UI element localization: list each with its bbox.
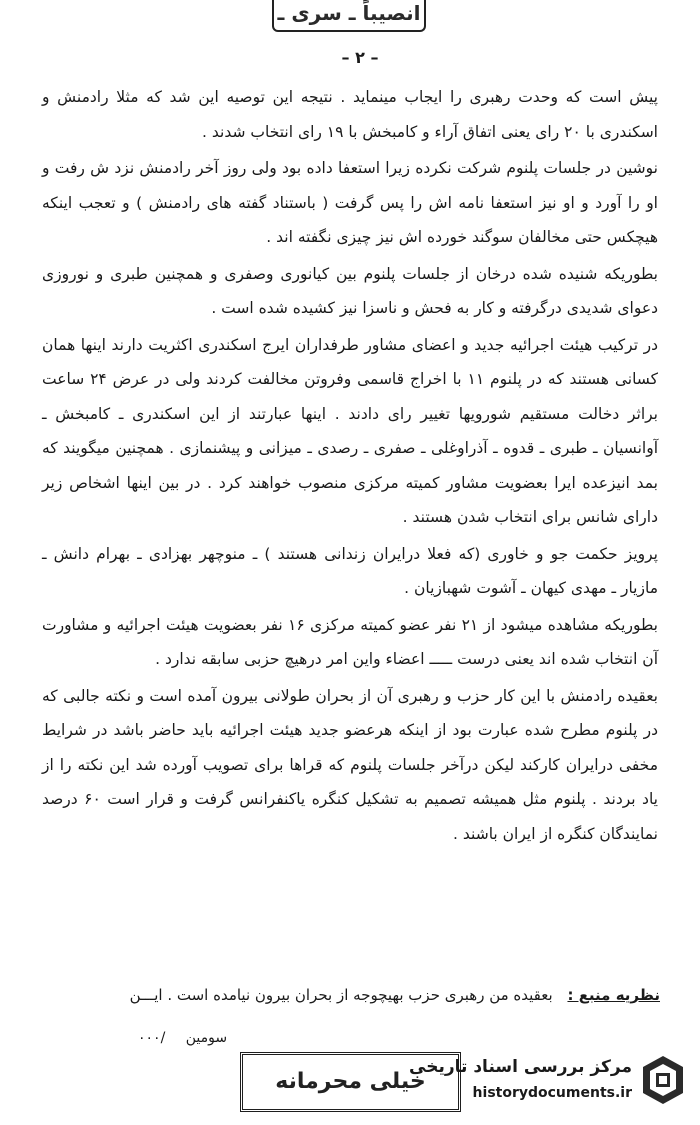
watermark [406,1047,696,1117]
watermark-title: مرکز بررسی اسناد تاریخی [409,1057,632,1077]
signature-rank: سومین [185,1030,228,1046]
document-body [42,80,658,851]
paragraph: در ترکیب هیئت اجرائیه جدید و اعضای مشاور طرفداران ایرج اسکندری اکثریت دارند اینها همان کسانی هستند که در پلنوم ۱۱ با اخراج قاسمی وفروتن مخالفت کردند ولی در عرض ۲۴ ساعت براثر دخالت مستقیم شورویها تغییر رای دادند . اینها عبارتند از این اسکندری ـ کامبخش ـ آوانسیان ـ طبری ـ قدوه ـ آذراوغلی ـ صفری ـ رصدی ـ میزانی و پیشنمازی . همچنین میگویند که بمد انیزعده ایرا بعضویت مشاور کمیته مرکزی منصوب خواهند کرد . در بین اینها اشخاص زیر دارای شانس برای انتخاب شدن هستند . [42,335,659,526]
source-opinion [40,980,660,1010]
paragraph: بطوریکه شنیده شده درخان از جلسات پلنوم بین کیانوری وصفری و همچنین طبری و نوروزی دعوای شدیدی درگرفته و کار به فحش و ناسزا نیز کشیده شده است . [42,264,658,317]
paragraph: بعقیده رادمنش با این کار حزب و رهبری آن از بحران طولانی بیرون آمده است و نکته جالبی که در پلنوم مطرح شده عبارت بود از اینکه هرعضو جدید هیئت اجرائیه باید حاضر باشد در شرایط مخفی درایران کارکند لیکن درآخر جلسات پلنوم که قراها برای تصویب آورده شد این نکته را از یاد بردند . پلنوم مثل همیشه تصمیم به تشکیل کنگره یاکنفرانس گرفت و قرار است ۶۰ درصد نمایندگان کنگره از ایران باشند . [42,686,658,843]
paragraph: پرویز حکمت جو و خاوری (که فعلا درایران زندانی هستند ) ـ منوچهر بهزادی ـ بهرام دانش ـ مازیار ـ مهدی کیهان ـ آشوت شهبازیان . [42,544,658,597]
page-number: – ۲ – [341,48,379,67]
classification-stamp: انصیباً ـ سری ـ [272,0,426,32]
signature-line [130,1030,235,1046]
signature-number: /۰۰۰ [138,1030,166,1046]
watermark-url: historydocuments.ir [472,1085,632,1101]
paragraph: نوشین در جلسات پلنوم شرکت نکرده زیرا استعفا داده بود ولی روز آخر رادمنش نزد ش رفت و او را آورد و او نیز استعفا نامه اش را پس گرفت ( باستناد گفته های رادمنش ) و تعجب اینکه هیچکس حتی مخالفان سوگند خورده اش نیز چیزی نگفته اند . [42,159,658,246]
confidential-stamp: خیلی محرمانه [240,1052,461,1112]
paragraph: پیش است که وحدت رهبری را ایجاب مینماید . نتیجه این توصیه این شد که مثلا رادمنش و اسکندری با ۲۰ رای یعنی اتفاق آراء و کامبخش با ۱۹ رای انتخاب شدند . [42,88,658,141]
paragraph: بطوریکه مشاهده میشود از ۲۱ نفر عضو کمیته مرکزی ۱۶ نفر بعضویت هیئت اجرائیه و مشاورت آن انتخاب شده اند یعنی درست ـــــ اعضاء واین امر درهیچ حزبی سابقه ندارد . [42,615,658,668]
source-text: بعقیده من رهبری حزب بهیچوجه از بحران بیرون نیامده است . ایـــن [129,986,553,1004]
source-label: نظریه منبع : [567,986,660,1004]
archive-logo-icon [638,1053,688,1107]
